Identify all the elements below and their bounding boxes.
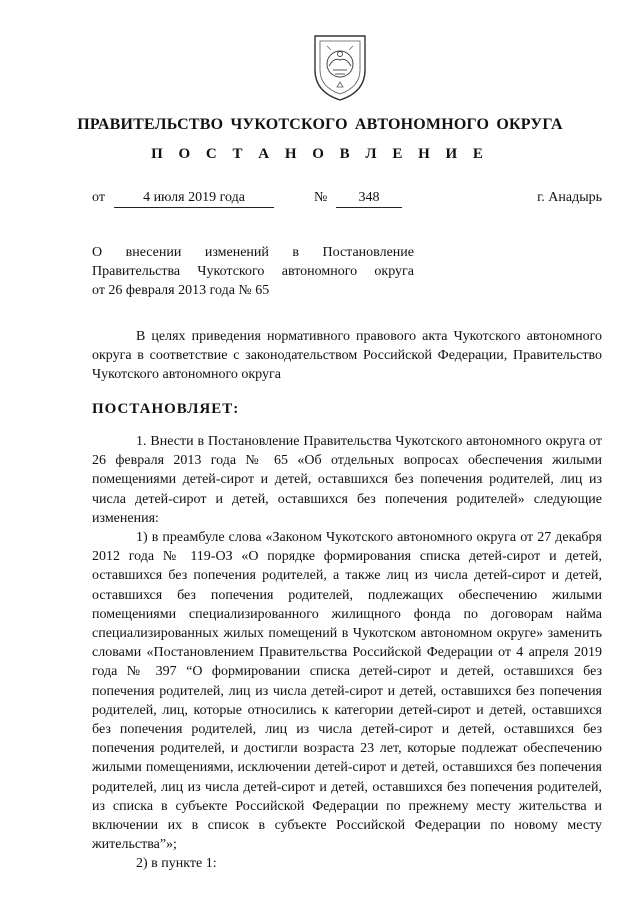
chukotka-coat-of-arms-icon <box>307 30 373 102</box>
subject-line-1: О внесении изменений в Постановление <box>92 245 414 260</box>
resolves-heading: ПОСТАНОВЛЯЕТ: <box>92 401 240 417</box>
date-prefix: от <box>92 190 105 205</box>
document-date: 4 июля 2019 года <box>114 190 274 208</box>
organization-title: ПРАВИТЕЛЬСТВО ЧУКОТСКОГО АВТОНОМНОГО ОКРУГА <box>77 116 563 133</box>
body-paragraph-1: 1. Внести в Постановление Правительства Чукотского автономного округа от 26 февраля 2013 года № 65 «Об отдельных вопросах обеспечения жилыми помещениями детей-сирот и детей, оставшихся без попечения родителей, лиц из числа детей-сирот и детей, оставшихся без попечения родителей» следующие изменения: <box>92 434 602 526</box>
document-city: г. Анадырь <box>537 190 602 205</box>
preamble <box>92 327 602 384</box>
subject-line-2: Правительства Чукотского автономного округа <box>92 264 414 279</box>
preamble-text: В целях приведения нормативного правового акта Чукотского автономного округа в соответствие с законодательством Российской Федерации, Правительство Чукотского автономного округа <box>92 329 602 382</box>
number-prefix: № <box>314 190 328 205</box>
subject-line-3: от 26 февраля 2013 года № 65 <box>92 283 270 298</box>
document-body <box>92 432 602 874</box>
body-paragraph-2: 1) в преамбуле слова «Законом Чукотского автономного округа от 27 декабря 2012 года № 119-ОЗ «О порядке формирования списка детей-сирот и детей, оставшихся без попечения родителей, а также лиц из числа детей-сирот и детей, оставшихся без попечения родителей, подлежащих обеспечению жилыми помещениями специализированного жилищного фонда по договорам найма специализированных жилых помещений в Чукотском автономном округе» заменить словами «Постановлением Правительства Российской Федерации от 4 апреля 2019 года № 397 “О формировании списка детей-сирот и детей, оставшихся без попечения родителей, лиц из числа детей-сирот и детей, оставшихся без попечения родителей, лиц, которые относились к категории детей-сирот и детей, оставшихся без попечения родителей, лиц из числа детей-сирот и детей, оставшихся без попечения родителей, и достигли возраста 23 лет, которые подлежат обеспечению жилыми помещениями, исключении детей-сирот и детей, оставшихся без попечения родителей, лиц из числа детей-сирот и детей, оставшихся без попечения родителей, из списка в субъекте Российской Федерации по прежнему месту жительства и включении их в список в субъекте Российской Федерации по новому месту жительства”»; <box>92 530 602 853</box>
document-subject <box>92 243 414 300</box>
document-type-title: П О С Т А Н О В Л Е Н И Е <box>151 146 489 162</box>
document-meta-row <box>92 190 602 212</box>
body-paragraph-3: 2) в пункте 1: <box>136 856 217 872</box>
document-number: 348 <box>336 190 402 208</box>
